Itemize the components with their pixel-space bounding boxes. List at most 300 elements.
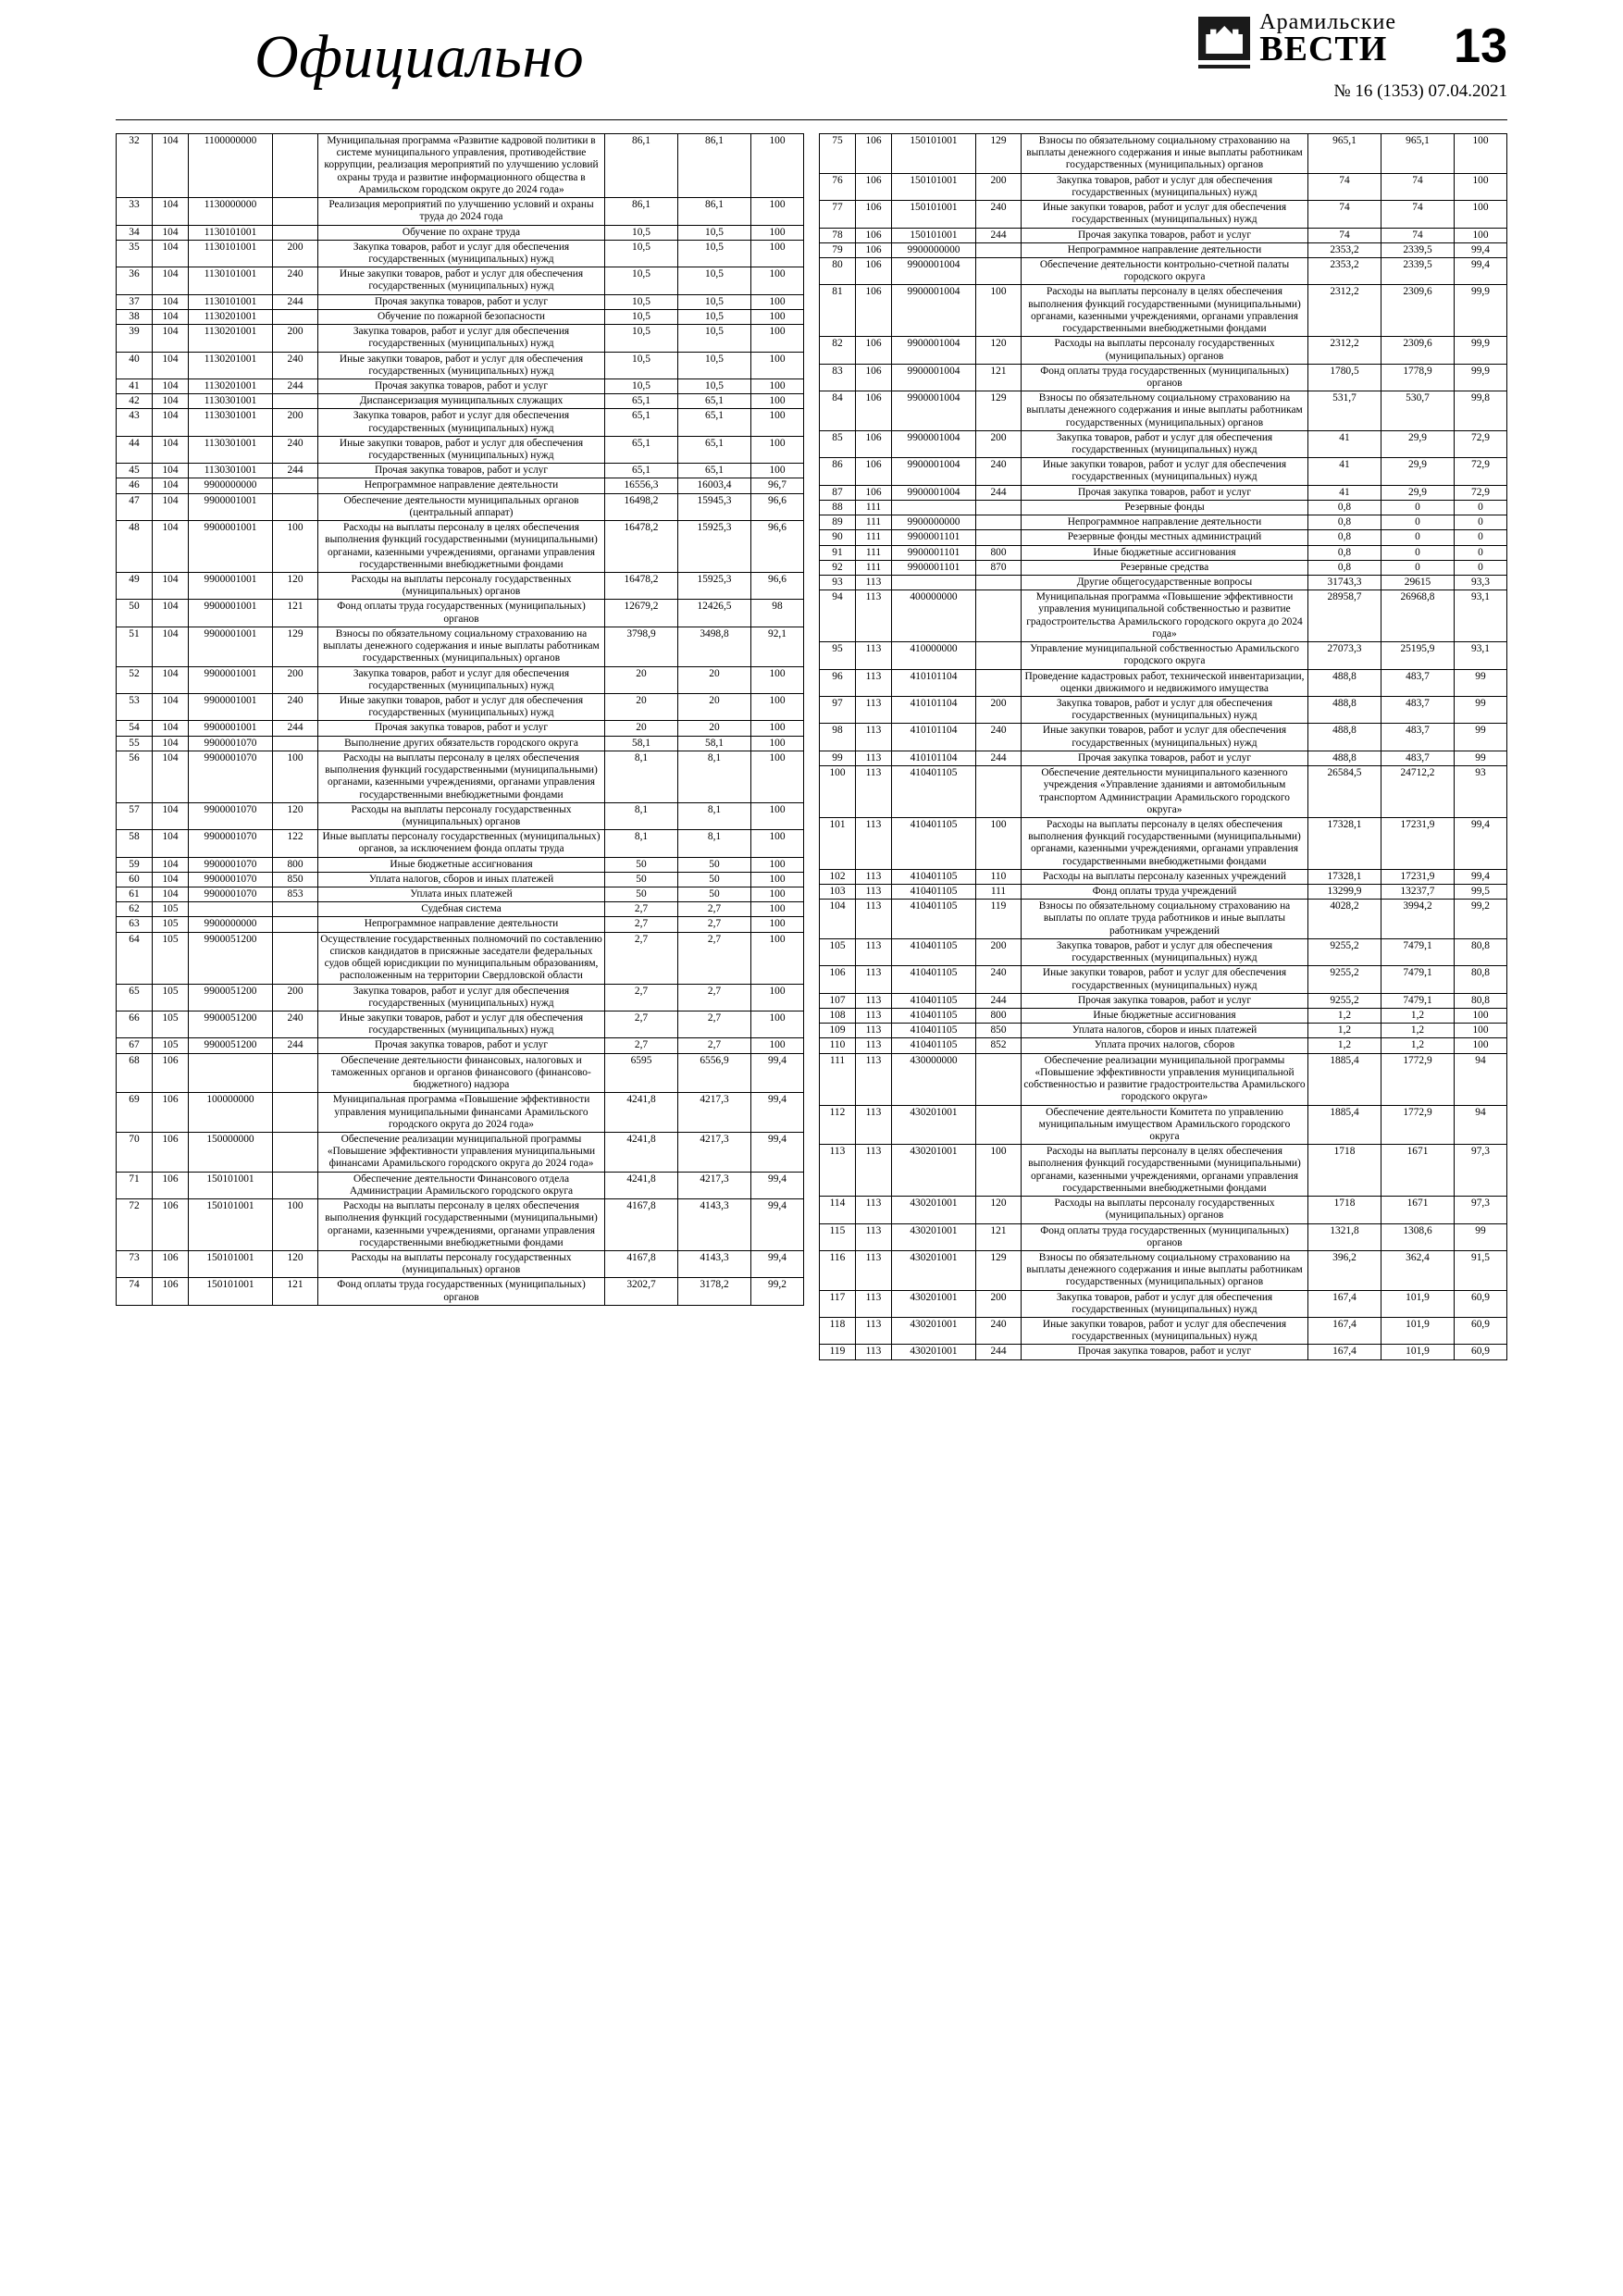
plan-value: 50 bbox=[605, 857, 678, 872]
row-number: 61 bbox=[117, 887, 153, 902]
plan-value: 20 bbox=[605, 666, 678, 693]
plan-value: 10,5 bbox=[605, 379, 678, 393]
section-code: 113 bbox=[856, 766, 892, 818]
section-code: 111 bbox=[856, 560, 892, 575]
section-code: 111 bbox=[856, 545, 892, 560]
percent-value: 99,9 bbox=[1455, 285, 1507, 337]
row-number: 72 bbox=[117, 1199, 153, 1251]
plan-value: 0,8 bbox=[1308, 515, 1381, 530]
percent-value: 96,7 bbox=[751, 478, 804, 493]
section-code: 104 bbox=[153, 751, 189, 802]
fact-value: 3498,8 bbox=[678, 627, 751, 666]
row-name: Расходы на выплаты персоналу государственных (муниципальных) органов bbox=[318, 802, 605, 829]
plan-value: 16498,2 bbox=[605, 493, 678, 520]
row-name: Закупка товаров, работ и услуг для обеспечения государственных (муниципальных) нужд bbox=[1022, 173, 1308, 200]
row-number: 69 bbox=[117, 1093, 153, 1133]
target-code: 410401105 bbox=[892, 993, 976, 1008]
row-number: 102 bbox=[820, 869, 856, 884]
row-name: Иные закупки товаров, работ и услуг для обеспечения государственных (муниципальных) нужд bbox=[318, 1011, 605, 1038]
percent-value: 72,9 bbox=[1455, 458, 1507, 485]
row-number: 113 bbox=[820, 1145, 856, 1197]
fact-value: 20 bbox=[678, 721, 751, 736]
plan-value: 1718 bbox=[1308, 1145, 1381, 1197]
row-number: 94 bbox=[820, 590, 856, 642]
row-number: 65 bbox=[117, 984, 153, 1011]
fact-value: 2,7 bbox=[678, 917, 751, 932]
plan-value: 1885,4 bbox=[1308, 1105, 1381, 1145]
plan-value: 2,7 bbox=[605, 902, 678, 917]
table-row bbox=[117, 309, 804, 324]
row-number: 88 bbox=[820, 500, 856, 515]
plan-value: 396,2 bbox=[1308, 1250, 1381, 1290]
table-row bbox=[820, 1318, 1507, 1345]
percent-value: 99,4 bbox=[751, 1199, 804, 1251]
expense-type-code: 100 bbox=[976, 817, 1022, 869]
target-code: 9900001001 bbox=[189, 721, 273, 736]
table-row bbox=[117, 409, 804, 436]
fact-value: 10,5 bbox=[678, 309, 751, 324]
plan-value: 965,1 bbox=[1308, 134, 1381, 174]
table-row bbox=[820, 458, 1507, 485]
plan-value: 1718 bbox=[1308, 1197, 1381, 1223]
plan-value: 50 bbox=[605, 887, 678, 902]
percent-value: 60,9 bbox=[1455, 1290, 1507, 1317]
row-name: Муниципальная программа «Повышение эффективности управления муниципальной собственностью и развитие градостроительства Арамильского городского округа до 2024 года» bbox=[1022, 590, 1308, 642]
fact-value: 8,1 bbox=[678, 830, 751, 857]
fact-value: 58,1 bbox=[678, 736, 751, 751]
table-row bbox=[117, 379, 804, 393]
target-code: 410401105 bbox=[892, 1009, 976, 1024]
fact-value: 0 bbox=[1381, 545, 1455, 560]
row-number: 109 bbox=[820, 1024, 856, 1038]
percent-value: 94 bbox=[1455, 1105, 1507, 1145]
plan-value: 8,1 bbox=[605, 751, 678, 802]
section-code: 104 bbox=[153, 436, 189, 463]
row-name: Закупка товаров, работ и услуг для обеспечения государственных (муниципальных) нужд bbox=[1022, 696, 1308, 723]
plan-value: 2312,2 bbox=[1308, 337, 1381, 364]
expense-type-code: 240 bbox=[273, 1011, 318, 1038]
section-code: 113 bbox=[856, 642, 892, 669]
target-code: 9900001070 bbox=[189, 872, 273, 887]
target-code: 9900001001 bbox=[189, 573, 273, 600]
table-row bbox=[820, 285, 1507, 337]
expense-type-code: 244 bbox=[976, 993, 1022, 1008]
plan-value: 10,5 bbox=[605, 352, 678, 379]
table-row bbox=[117, 1172, 804, 1198]
expense-type-code bbox=[273, 1053, 318, 1093]
row-number: 107 bbox=[820, 993, 856, 1008]
percent-value: 80,8 bbox=[1455, 993, 1507, 1008]
target-code: 410401105 bbox=[892, 885, 976, 900]
percent-value: 100 bbox=[1455, 201, 1507, 228]
target-code: 150000000 bbox=[189, 1132, 273, 1172]
expense-type-code: 100 bbox=[273, 521, 318, 573]
section-code: 113 bbox=[856, 817, 892, 869]
table-row bbox=[117, 1132, 804, 1172]
budget-table-right bbox=[819, 133, 1507, 1360]
target-code: 410101104 bbox=[892, 724, 976, 751]
plan-value: 58,1 bbox=[605, 736, 678, 751]
table-row bbox=[820, 242, 1507, 257]
table-row bbox=[820, 257, 1507, 284]
expense-type-code: 129 bbox=[273, 627, 318, 666]
table-row bbox=[117, 478, 804, 493]
row-number: 103 bbox=[820, 885, 856, 900]
fact-value: 10,5 bbox=[678, 225, 751, 240]
table-row bbox=[820, 560, 1507, 575]
plan-value: 6595 bbox=[605, 1053, 678, 1093]
fact-value: 20 bbox=[678, 666, 751, 693]
target-code: 9900001004 bbox=[892, 391, 976, 431]
row-number: 37 bbox=[117, 294, 153, 309]
target-code: 9900001001 bbox=[189, 666, 273, 693]
percent-value: 100 bbox=[751, 309, 804, 324]
row-name: Прочая закупка товаров, работ и услуг bbox=[318, 464, 605, 478]
target-code: 9900001070 bbox=[189, 830, 273, 857]
percent-value: 100 bbox=[1455, 173, 1507, 200]
plan-value: 9255,2 bbox=[1308, 938, 1381, 965]
table-row bbox=[117, 464, 804, 478]
percent-value: 100 bbox=[751, 932, 804, 984]
percent-value: 100 bbox=[751, 352, 804, 379]
table-row bbox=[820, 590, 1507, 642]
fact-value: 65,1 bbox=[678, 409, 751, 436]
table-row bbox=[117, 721, 804, 736]
target-code bbox=[892, 576, 976, 590]
section-code: 106 bbox=[153, 1278, 189, 1305]
row-name: Расходы на выплаты персоналу в целях обеспечения выполнения функций государственными (муниципальными) органами, казенными учреждениями, органами управления государственными внебюджетными фондами bbox=[318, 521, 605, 573]
fact-value: 4217,3 bbox=[678, 1172, 751, 1198]
target-code: 9900001070 bbox=[189, 751, 273, 802]
row-number: 99 bbox=[820, 751, 856, 765]
row-number: 80 bbox=[820, 257, 856, 284]
section-code: 113 bbox=[856, 1038, 892, 1053]
plan-value: 86,1 bbox=[605, 134, 678, 198]
row-name: Резервные фонды местных администраций bbox=[1022, 530, 1308, 545]
fact-value: 50 bbox=[678, 857, 751, 872]
target-code: 9900000000 bbox=[892, 242, 976, 257]
target-code: 410401105 bbox=[892, 1038, 976, 1053]
table-row bbox=[117, 984, 804, 1011]
percent-value: 92,1 bbox=[751, 627, 804, 666]
table-row bbox=[820, 545, 1507, 560]
row-number: 93 bbox=[820, 576, 856, 590]
row-name: Расходы на выплаты персоналу государственных (муниципальных) органов bbox=[318, 1250, 605, 1277]
fact-value: 29,9 bbox=[1381, 485, 1455, 500]
table-row bbox=[117, 240, 804, 267]
expense-type-code: 200 bbox=[273, 666, 318, 693]
plan-value: 10,5 bbox=[605, 294, 678, 309]
row-name: Иные выплаты персоналу государственных (муниципальных) органов, за исключением фонда оплаты труда bbox=[318, 830, 605, 857]
fact-value: 10,5 bbox=[678, 379, 751, 393]
percent-value: 99 bbox=[1455, 751, 1507, 765]
expense-type-code: 100 bbox=[976, 285, 1022, 337]
section-code: 106 bbox=[153, 1132, 189, 1172]
section-code: 104 bbox=[153, 394, 189, 409]
table-row bbox=[820, 173, 1507, 200]
percent-value: 96,6 bbox=[751, 573, 804, 600]
percent-value: 100 bbox=[751, 394, 804, 409]
row-name: Уплата налогов, сборов и иных платежей bbox=[1022, 1024, 1308, 1038]
section-code: 104 bbox=[153, 225, 189, 240]
fact-value: 1308,6 bbox=[1381, 1223, 1455, 1250]
row-name: Закупка товаров, работ и услуг для обеспечения государственных (муниципальных) нужд bbox=[318, 409, 605, 436]
fact-value: 86,1 bbox=[678, 198, 751, 225]
plan-value: 41 bbox=[1308, 458, 1381, 485]
plan-value: 12679,2 bbox=[605, 600, 678, 627]
expense-type-code: 800 bbox=[976, 545, 1022, 560]
plan-value: 16478,2 bbox=[605, 573, 678, 600]
table-row bbox=[117, 1011, 804, 1038]
expense-type-code: 111 bbox=[976, 885, 1022, 900]
table-row bbox=[820, 1290, 1507, 1317]
fact-value: 65,1 bbox=[678, 394, 751, 409]
fact-value: 483,7 bbox=[1381, 669, 1455, 696]
row-name: Иные бюджетные ассигнования bbox=[1022, 1009, 1308, 1024]
plan-value: 2312,2 bbox=[1308, 285, 1381, 337]
row-name: Обеспечение деятельности Финансового отдела Администрации Арамильского городского округа bbox=[318, 1172, 605, 1198]
plan-value: 2,7 bbox=[605, 932, 678, 984]
target-code: 9900001004 bbox=[892, 337, 976, 364]
percent-value: 0 bbox=[1455, 530, 1507, 545]
expense-type-code: 240 bbox=[976, 966, 1022, 993]
table-row bbox=[820, 1250, 1507, 1290]
percent-value: 91,5 bbox=[1455, 1250, 1507, 1290]
fact-value: 6556,9 bbox=[678, 1053, 751, 1093]
row-number: 52 bbox=[117, 666, 153, 693]
plan-value: 531,7 bbox=[1308, 391, 1381, 431]
row-name: Прочая закупка товаров, работ и услуг bbox=[318, 379, 605, 393]
row-name: Управление муниципальной собственностью Арамильского городского округа bbox=[1022, 642, 1308, 669]
fact-value: 20 bbox=[678, 693, 751, 720]
table-row bbox=[117, 1093, 804, 1133]
table-row bbox=[820, 134, 1507, 174]
expense-type-code: 120 bbox=[273, 802, 318, 829]
percent-value: 100 bbox=[751, 802, 804, 829]
percent-value: 99,4 bbox=[751, 1250, 804, 1277]
percent-value: 99 bbox=[1455, 1223, 1507, 1250]
target-code bbox=[892, 500, 976, 515]
expense-type-code: 120 bbox=[976, 1197, 1022, 1223]
fact-value: 7479,1 bbox=[1381, 993, 1455, 1008]
fact-value: 4217,3 bbox=[678, 1093, 751, 1133]
row-number: 97 bbox=[820, 696, 856, 723]
plan-value: 65,1 bbox=[605, 436, 678, 463]
expense-type-code: 244 bbox=[976, 751, 1022, 765]
expense-type-code: 200 bbox=[976, 430, 1022, 457]
row-name: Закупка товаров, работ и услуг для обеспечения государственных (муниципальных) нужд bbox=[318, 325, 605, 352]
target-code: 410000000 bbox=[892, 642, 976, 669]
target-code: 1130301001 bbox=[189, 394, 273, 409]
percent-value: 100 bbox=[751, 830, 804, 857]
plan-value: 2,7 bbox=[605, 984, 678, 1011]
section-code: 104 bbox=[153, 573, 189, 600]
coat-of-arms-icon bbox=[1198, 17, 1250, 68]
row-number: 101 bbox=[820, 817, 856, 869]
percent-value: 99,4 bbox=[1455, 817, 1507, 869]
row-number: 43 bbox=[117, 409, 153, 436]
percent-value: 60,9 bbox=[1455, 1345, 1507, 1359]
target-code: 9900001101 bbox=[892, 560, 976, 575]
row-number: 33 bbox=[117, 198, 153, 225]
target-code: 150101001 bbox=[892, 201, 976, 228]
fact-value: 0 bbox=[1381, 500, 1455, 515]
row-number: 106 bbox=[820, 966, 856, 993]
target-code: 9900001004 bbox=[892, 257, 976, 284]
section-code: 104 bbox=[153, 464, 189, 478]
section-code: 106 bbox=[856, 242, 892, 257]
row-name: Диспансеризация муниципальных служащих bbox=[318, 394, 605, 409]
plan-value: 3202,7 bbox=[605, 1278, 678, 1305]
expense-type-code: 800 bbox=[273, 857, 318, 872]
plan-value: 1780,5 bbox=[1308, 364, 1381, 391]
percent-value: 100 bbox=[1455, 1024, 1507, 1038]
row-name: Иные закупки товаров, работ и услуг для обеспечения государственных (муниципальных) нужд bbox=[318, 352, 605, 379]
row-number: 96 bbox=[820, 669, 856, 696]
expense-type-code: 200 bbox=[273, 409, 318, 436]
table-row bbox=[820, 1024, 1507, 1038]
table-row bbox=[117, 1053, 804, 1093]
plan-value: 2353,2 bbox=[1308, 257, 1381, 284]
percent-value: 94 bbox=[1455, 1053, 1507, 1105]
row-name: Обеспечение деятельности муниципальных органов (центральный аппарат) bbox=[318, 493, 605, 520]
section-code: 105 bbox=[153, 902, 189, 917]
section-code: 106 bbox=[856, 364, 892, 391]
section-code: 113 bbox=[856, 1105, 892, 1145]
fact-value: 4143,3 bbox=[678, 1250, 751, 1277]
row-name: Иные закупки товаров, работ и услуг для обеспечения государственных (муниципальных) нужд bbox=[1022, 1318, 1308, 1345]
section-code: 106 bbox=[856, 228, 892, 242]
section-code: 104 bbox=[153, 267, 189, 294]
target-code: 410401105 bbox=[892, 817, 976, 869]
target-code: 1130301001 bbox=[189, 436, 273, 463]
percent-value: 0 bbox=[1455, 515, 1507, 530]
plan-value: 488,8 bbox=[1308, 669, 1381, 696]
percent-value: 100 bbox=[751, 721, 804, 736]
row-number: 36 bbox=[117, 267, 153, 294]
row-name: Иные бюджетные ассигнования bbox=[1022, 545, 1308, 560]
logo-text bbox=[1259, 11, 1396, 67]
row-name: Фонд оплаты труда государственных (муниципальных) органов bbox=[1022, 364, 1308, 391]
plan-value: 0,8 bbox=[1308, 500, 1381, 515]
table-row bbox=[117, 325, 804, 352]
section-code: 105 bbox=[153, 1011, 189, 1038]
fact-value: 86,1 bbox=[678, 134, 751, 198]
row-name: Уплата иных платежей bbox=[318, 887, 605, 902]
target-code: 9900001001 bbox=[189, 521, 273, 573]
table-row bbox=[820, 724, 1507, 751]
plan-value: 74 bbox=[1308, 201, 1381, 228]
target-code: 9900001070 bbox=[189, 887, 273, 902]
row-number: 100 bbox=[820, 766, 856, 818]
percent-value: 99,4 bbox=[1455, 242, 1507, 257]
target-code: 430201001 bbox=[892, 1345, 976, 1359]
plan-value: 86,1 bbox=[605, 198, 678, 225]
target-code: 1130101001 bbox=[189, 240, 273, 267]
fact-value: 2,7 bbox=[678, 1038, 751, 1053]
section-code: 106 bbox=[856, 458, 892, 485]
expense-type-code: 200 bbox=[976, 938, 1022, 965]
row-number: 35 bbox=[117, 240, 153, 267]
table-row bbox=[117, 521, 804, 573]
row-number: 115 bbox=[820, 1223, 856, 1250]
target-code: 9900051200 bbox=[189, 932, 273, 984]
table-row bbox=[117, 917, 804, 932]
percent-value: 100 bbox=[751, 379, 804, 393]
expense-type-code bbox=[976, 766, 1022, 818]
percent-value: 99,2 bbox=[1455, 900, 1507, 939]
table-row bbox=[117, 802, 804, 829]
expense-type-code: 100 bbox=[273, 751, 318, 802]
row-name: Закупка товаров, работ и услуг для обеспечения государственных (муниципальных) нужд bbox=[1022, 938, 1308, 965]
expense-type-code bbox=[976, 576, 1022, 590]
fact-value: 362,4 bbox=[1381, 1250, 1455, 1290]
fact-value: 24712,2 bbox=[1381, 766, 1455, 818]
plan-value: 1,2 bbox=[1308, 1024, 1381, 1038]
section-code: 104 bbox=[153, 857, 189, 872]
plan-value: 4241,8 bbox=[605, 1132, 678, 1172]
percent-value: 100 bbox=[751, 134, 804, 198]
fact-value: 16003,4 bbox=[678, 478, 751, 493]
section-code: 104 bbox=[153, 600, 189, 627]
fact-value: 29,9 bbox=[1381, 458, 1455, 485]
target-code: 9900001101 bbox=[892, 545, 976, 560]
row-number: 58 bbox=[117, 830, 153, 857]
expense-type-code: 122 bbox=[273, 830, 318, 857]
fact-value: 2339,5 bbox=[1381, 242, 1455, 257]
expense-type-code bbox=[273, 932, 318, 984]
plan-value: 41 bbox=[1308, 485, 1381, 500]
fact-value: 12426,5 bbox=[678, 600, 751, 627]
row-name: Выполнение других обязательств городского округа bbox=[318, 736, 605, 751]
fact-value: 15925,3 bbox=[678, 573, 751, 600]
section-code: 113 bbox=[856, 885, 892, 900]
row-name: Взносы по обязательному социальному страхованию на выплаты денежного содержания и иные выплаты работникам государственных (муниципальных) органов bbox=[1022, 1250, 1308, 1290]
target-code: 150101001 bbox=[892, 173, 976, 200]
table-row bbox=[820, 530, 1507, 545]
fact-value: 3994,2 bbox=[1381, 900, 1455, 939]
target-code: 430201001 bbox=[892, 1290, 976, 1317]
target-code: 1130201001 bbox=[189, 309, 273, 324]
row-name: Другие общегосударственные вопросы bbox=[1022, 576, 1308, 590]
table-row bbox=[820, 966, 1507, 993]
percent-value: 0 bbox=[1455, 560, 1507, 575]
table-row bbox=[820, 817, 1507, 869]
table-row bbox=[820, 669, 1507, 696]
row-name: Прочая закупка товаров, работ и услуг bbox=[1022, 993, 1308, 1008]
percent-value: 80,8 bbox=[1455, 966, 1507, 993]
section-code: 111 bbox=[856, 530, 892, 545]
fact-value: 65,1 bbox=[678, 464, 751, 478]
fact-value: 15925,3 bbox=[678, 521, 751, 573]
section-code: 113 bbox=[856, 938, 892, 965]
target-code: 1130301001 bbox=[189, 464, 273, 478]
row-number: 98 bbox=[820, 724, 856, 751]
row-number: 62 bbox=[117, 902, 153, 917]
table-row bbox=[820, 1223, 1507, 1250]
row-name: Муниципальная программа «Развитие кадровой политики в системе муниципального управления, противодействие коррупции, реализация мероприятий по улучшению условий охраны труда и развитие информационного общества в Арамильском городском округе до 2024 года» bbox=[318, 134, 605, 198]
section-code: 104 bbox=[153, 830, 189, 857]
percent-value: 99,4 bbox=[751, 1132, 804, 1172]
percent-value: 100 bbox=[751, 872, 804, 887]
issue-info: № 16 (1353) 07.04.2021 bbox=[1333, 81, 1507, 101]
plan-value: 1,2 bbox=[1308, 1038, 1381, 1053]
percent-value: 100 bbox=[751, 984, 804, 1011]
table-body-left bbox=[117, 134, 804, 1306]
target-code: 400000000 bbox=[892, 590, 976, 642]
percent-value: 0 bbox=[1455, 545, 1507, 560]
row-name: Взносы по обязательному социальному страхованию на выплаты денежного содержания и иные выплаты работникам государственных (муниципальных) органов bbox=[1022, 391, 1308, 431]
